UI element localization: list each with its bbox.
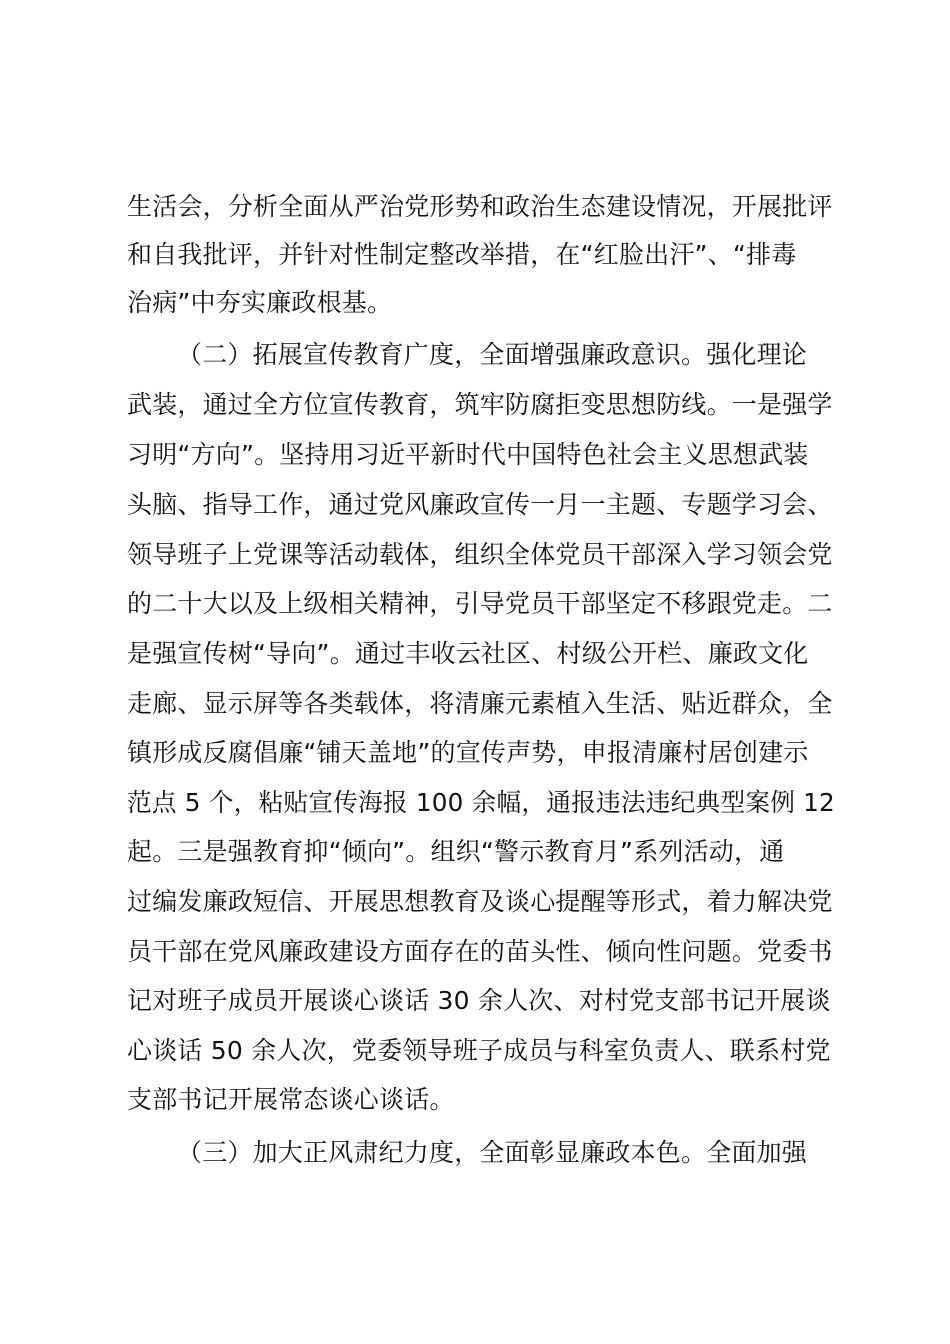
text-line: 起。三是强教育抑“倾向”。组织“警示教育月”系列活动，通 xyxy=(127,837,785,866)
text-line: 和自我批评，并针对性制定整改举措，在“红脸出汗”、“排毒 xyxy=(127,240,797,269)
text-line: 员干部在党风廉政建设方面存在的苗头性、倾向性问题。党委书 xyxy=(127,937,833,966)
section-heading-line: （三）加大正风肃纪力度，全面彰显廉政本色。全面加强 xyxy=(177,1138,808,1167)
section-heading-line: （二）拓展宣传教育广度，全面增强廉政意识。强化理论 xyxy=(177,340,808,369)
text-line: 心谈话 50 余人次，党委领导班子成员与科室负责人、联系村党 xyxy=(127,1036,831,1065)
text-line: 领导班子上党课等活动载体，组织全体党员干部深入学习领会党 xyxy=(127,540,833,569)
text-line: 习明“方向”。坚持用习近平新时代中国特色社会主义思想武装 xyxy=(127,440,809,469)
text-line: 过编发廉政短信、开展思想教育及谈心提醒等形式，着力解决党 xyxy=(127,887,833,916)
text-line: 治病”中夯实廉政根基。 xyxy=(127,288,393,317)
text-line: 生活会，分析全面从严治党形势和政治生态建设情况，开展批评 xyxy=(127,192,833,221)
text-line: 的二十大以及上级相关精神，引导党员干部坚定不移跟党走。二 xyxy=(127,589,833,618)
text-line: 范点 5 个，粘贴宣传海报 100 余幅，通报违法违纪典型案例 12 xyxy=(127,788,835,817)
text-line: 记对班子成员开展谈心谈话 30 余人次、对村党支部书记开展谈 xyxy=(127,986,831,1015)
text-line: 武装，通过全方位宣传教育，筑牢防腐拒变思想防线。一是强学 xyxy=(127,390,833,419)
text-line: 走廊、显示屏等各类载体，将清廉元素植入生活、贴近群众，全 xyxy=(127,689,833,718)
text-line: 支部书记开展常态谈心谈话。 xyxy=(127,1085,455,1114)
text-line: 是强宣传树“导向”。通过丰收云社区、村级公开栏、廉政文化 xyxy=(127,639,809,668)
text-line: 镇形成反腐倡廉“铺天盖地”的宣传声势，申报清廉村居创建示 xyxy=(127,738,809,767)
text-line: 头脑、指导工作，通过党风廉政宣传一月一主题、专题学习会、 xyxy=(127,490,833,519)
